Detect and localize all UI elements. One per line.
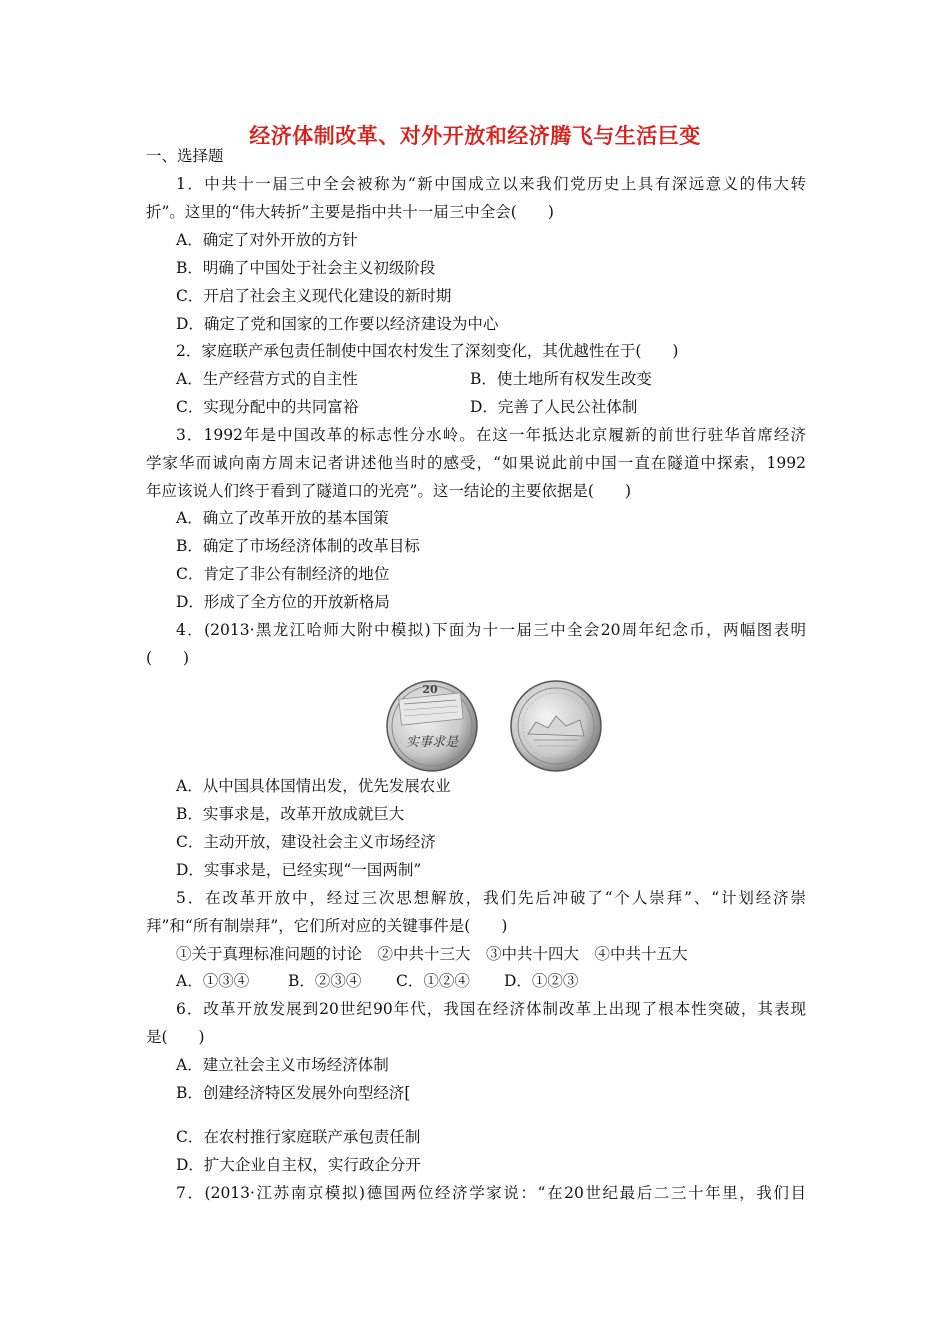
coin-value-text: 20 <box>422 683 438 696</box>
q6-option-b: B．创建经济特区发展外向型经济[ <box>176 1084 411 1102</box>
q6-option-a: A．建立社会主义市场经济体制 <box>176 1056 389 1074</box>
q5-items: ①关于真理标准问题的讨论 ②中共十三大 ③中共十四大 ④中共十五大 <box>176 945 688 963</box>
q1-option-c: C．开启了社会主义现代化建设的新时期 <box>176 287 452 305</box>
q2-option-b: B．使土地所有权发生改变 <box>470 370 652 388</box>
q4-option-a: A．从中国具体国情出发，优先发展农业 <box>176 777 451 795</box>
q4-option-d: D．实事求是，已经实现“一国两制” <box>176 861 422 879</box>
q3-option-d: D．形成了全方位的开放新格局 <box>176 593 390 611</box>
q1-option-d: D．确定了党和国家的工作要以经济建设为中心 <box>176 315 499 333</box>
q1-option-b: B．明确了中国处于社会主义初级阶段 <box>176 259 436 277</box>
page-title: 经济体制改革、对外开放和经济腾飞与生活巨变 <box>249 124 701 148</box>
q6-option-d: D．扩大企业自主权，实行政企分开 <box>176 1156 421 1174</box>
q2-option-a: A．生产经营方式的自主性 <box>176 370 358 388</box>
coin-inscription-text: 实事求是 <box>405 735 459 750</box>
q3-stem-line2: 学家华而诚向南方周末记者讲述他当时的感受，“如果说此前中国一直在隧道中探索，1992 <box>146 454 806 472</box>
q3-stem-line1: 3．1992年是中国改革的标志性分水岭。在这一年抵达北京履新的前世行驻华首席经济 <box>176 426 806 444</box>
q3-option-c: C．肯定了非公有制经济的地位 <box>176 565 390 583</box>
q5-stem-line1: 5．在改革开放中，经过三次思想解放，我们先后冲破了“个人崇拜”、“计划经济崇 <box>176 889 806 907</box>
q4-option-b: B．实事求是，改革开放成就巨大 <box>176 805 405 823</box>
q2-stem: 2．家庭联产承包责任制使中国农村发生了深刻变化，其优越性在于( ) <box>176 342 679 360</box>
q6-stem-line2: 是( ) <box>146 1028 205 1046</box>
coin-back-image <box>511 681 601 771</box>
section-heading: 一、选择题 <box>146 147 224 165</box>
commemorative-coins-figure <box>386 676 606 776</box>
q1-option-a: A．确定了对外开放的方针 <box>176 231 358 249</box>
q5-option-a: A．①③④ <box>176 972 250 990</box>
q4-option-c: C．主动开放，建设社会主义市场经济 <box>176 833 436 851</box>
q7-stem-line1: 7．(2013·江苏南京模拟)德国两位经济学家说：“在20世纪最后二三十年里，我们目 <box>176 1184 806 1202</box>
q4-stem-line2: ( ) <box>146 649 190 667</box>
q4-stem-line1: 4．(2013·黑龙江哈师大附中模拟)下面为十一届三中全会20周年纪念币，两幅图表明 <box>176 621 806 639</box>
coin-front-image <box>387 681 477 771</box>
q6-option-c: C．在农村推行家庭联产承包责任制 <box>176 1128 421 1146</box>
q1-stem-line1: 1．中共十一届三中全会被称为“新中国成立以来我们党历史上具有深远意义的伟大转 <box>176 175 806 193</box>
q1-stem-line2: 折”。这里的“伟大转折”主要是指中共十一届三中全会( ) <box>146 203 554 221</box>
q5-option-b: B．②③④ <box>288 972 362 990</box>
q5-option-d: D．①②③ <box>504 972 579 990</box>
q5-option-c: C．①②④ <box>396 972 470 990</box>
q3-stem-line3: 年应该说人们终于看到了隧道口的光亮”。这一结论的主要依据是( ) <box>146 482 632 500</box>
q6-stem-line1: 6．改革开放发展到20世纪90年代，我国在经济体制改革上出现了根本性突破，其表现 <box>176 1000 806 1018</box>
q5-stem-line2: 拜”和“所有制崇拜”，它们所对应的关键事件是( ) <box>146 917 508 935</box>
q3-option-a: A．确立了改革开放的基本国策 <box>176 509 389 527</box>
q2-option-c: C．实现分配中的共同富裕 <box>176 398 359 416</box>
q3-option-b: B．确定了市场经济体制的改革目标 <box>176 537 420 555</box>
q2-option-d: D．完善了人民公社体制 <box>470 398 638 416</box>
